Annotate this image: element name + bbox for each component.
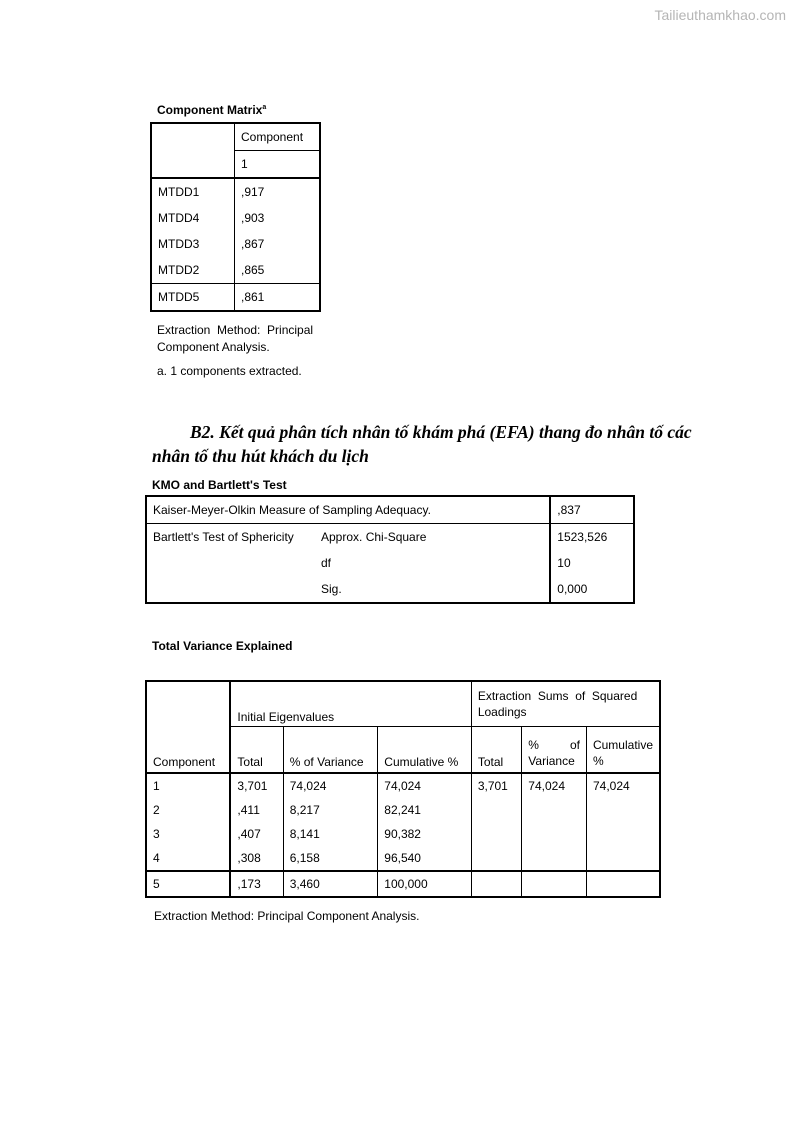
tve-cell-total: ,407: [230, 822, 283, 846]
tve-col-ex-pct-a: %: [528, 738, 539, 752]
kmo-title: KMO and Bartlett's Test: [152, 478, 287, 492]
cm-row-value: ,867: [235, 231, 321, 257]
component-matrix-table: [150, 122, 321, 312]
watermark: Tailieuthamkhao.com: [654, 7, 786, 23]
tve-cell-ex-cum: [586, 871, 660, 897]
tve-cell-cum: 74,024: [378, 773, 472, 798]
kmo-value: ,837: [550, 496, 634, 524]
section-heading: [152, 420, 712, 468]
component-matrix-title: [157, 103, 266, 117]
cm-note-line1: Extraction Method: Principal: [157, 323, 314, 337]
tve-row: [146, 871, 660, 897]
tve-cell-ex-pct: [522, 798, 587, 822]
tve-cell-total: ,308: [230, 846, 283, 871]
tve-col-pct-var: % of Variance: [283, 727, 378, 774]
cm-row-label: MTDD1: [151, 178, 235, 205]
tve-cell-component: 5: [146, 871, 230, 897]
tve-col-total: Total: [230, 727, 283, 774]
tve-cell-cum: 100,000: [378, 871, 472, 897]
cm-header-index: 1: [235, 151, 321, 179]
tve-header-initial: Initial Eigenvalues: [230, 681, 471, 727]
tve-col-ex-cum-a: Cumulative: [592, 738, 653, 752]
tve-col-ex-pct: [522, 727, 587, 774]
tve-cell-ex-total: 3,701: [471, 773, 521, 798]
tve-table: [145, 680, 661, 898]
tve-col-ex-pct-c: Variance: [528, 754, 575, 768]
cm-corner-cell: [151, 123, 235, 178]
cm-row-value: ,903: [235, 205, 321, 231]
tve-cell-ex-pct: [522, 871, 587, 897]
tve-cell-pct: 8,217: [283, 798, 378, 822]
section-heading-line1: B2. Kết quả phân tích nhân tố khám phá (EFA) thang đo nhân tố các: [190, 422, 692, 442]
tve-row: [146, 798, 660, 822]
tve-header-extraction-text: Extraction Sums of Squared Loadings: [477, 689, 641, 719]
tve-cell-pct: 74,024: [283, 773, 378, 798]
bartlett-empty-cell: [146, 550, 315, 576]
tve-cell-cum: 82,241: [378, 798, 472, 822]
tve-header-component: Component: [146, 681, 230, 773]
tve-title: Total Variance Explained: [152, 639, 293, 653]
tve-cell-component: 1: [146, 773, 230, 798]
tve-row: [146, 846, 660, 871]
cm-row-label: MTDD2: [151, 257, 235, 284]
tve-extraction-note: Extraction Method: Principal Component Analysis.: [154, 909, 420, 923]
tve-cell-ex-total: [471, 846, 521, 871]
tve-cell-ex-total: [471, 798, 521, 822]
component-matrix-title-sup: a: [262, 104, 267, 111]
cm-row-label: MTDD4: [151, 205, 235, 231]
bartlett-row-label: df: [321, 556, 332, 570]
tve-col-ex-cum: [586, 727, 660, 774]
section-heading-line2: nhân tố thu hút khách du lịch: [152, 446, 369, 466]
tve-cell-total: ,173: [230, 871, 283, 897]
bartlett-row-value: 0,000: [550, 576, 634, 603]
tve-cell-cum: 90,382: [378, 822, 472, 846]
bartlett-row-value: 10: [550, 550, 634, 576]
tve-cell-total: 3,701: [230, 773, 283, 798]
tve-col-cum: Cumulative %: [378, 727, 472, 774]
tve-row: [146, 773, 660, 798]
cm-extraction-note: [157, 322, 313, 356]
kmo-label: Kaiser-Meyer-Olkin Measure of Sampling Adequacy.: [146, 496, 550, 524]
tve-cell-pct: 3,460: [283, 871, 378, 897]
cm-footnote: a. 1 components extracted.: [157, 364, 302, 378]
cm-row-value: ,865: [235, 257, 321, 284]
tve-cell-ex-pct: [522, 822, 587, 846]
tve-col-ex-pct-b: of: [569, 738, 580, 752]
tve-cell-ex-cum: [586, 798, 660, 822]
tve-cell-ex-cum: [586, 846, 660, 871]
cm-row-label: MTDD5: [151, 284, 235, 312]
tve-header-extraction: [471, 681, 660, 727]
tve-cell-ex-pct: 74,024: [522, 773, 587, 798]
tve-cell-ex-total: [471, 822, 521, 846]
bartlett-label: Bartlett's Test of Sphericity: [153, 530, 294, 544]
kmo-table: [145, 495, 635, 604]
tve-cell-ex-cum: [586, 822, 660, 846]
cm-row-value: ,917: [235, 178, 321, 205]
cm-row-label: MTDD3: [151, 231, 235, 257]
cm-row-value: ,861: [235, 284, 321, 312]
tve-cell-component: 2: [146, 798, 230, 822]
bartlett-row-value: 1523,526: [550, 524, 634, 551]
tve-cell-cum: 96,540: [378, 846, 472, 871]
tve-cell-component: 4: [146, 846, 230, 871]
component-matrix-title-text: Component Matrix: [157, 103, 263, 117]
tve-cell-pct: 6,158: [283, 846, 378, 871]
tve-row: [146, 822, 660, 846]
tve-cell-total: ,411: [230, 798, 283, 822]
cm-header-component: Component: [235, 123, 321, 151]
tve-cell-ex-total: [471, 871, 521, 897]
tve-cell-ex-cum: 74,024: [592, 779, 630, 793]
tve-cell-pct: 8,141: [283, 822, 378, 846]
tve-col-ex-total: Total: [471, 727, 521, 774]
bartlett-empty-cell: [146, 576, 315, 603]
cm-note-line2: Component Analysis.: [157, 340, 270, 354]
tve-cell-component: 3: [146, 822, 230, 846]
tve-cell-ex-pct: [522, 846, 587, 871]
bartlett-row-label: Sig.: [321, 582, 342, 596]
bartlett-row-label: Approx. Chi-Square: [321, 530, 427, 544]
tve-col-ex-cum-b: %: [592, 754, 604, 768]
